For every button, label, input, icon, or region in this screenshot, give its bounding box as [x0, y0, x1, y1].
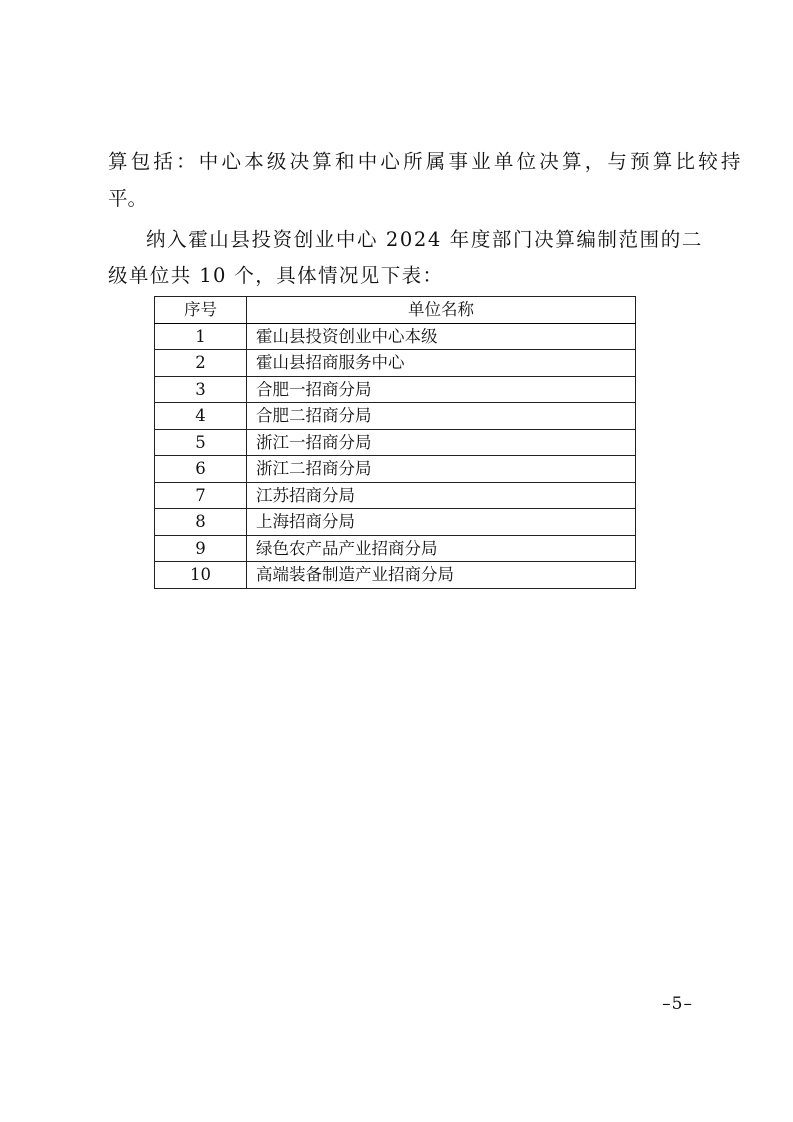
- paragraph-line-1: 算包括：中心本级决算和中心所属事业单位决算，与预算比较持: [108, 150, 744, 173]
- row-serial-number: 6: [155, 456, 247, 483]
- row-unit-name: 上海招商分局: [247, 509, 636, 536]
- row-unit-name: 绿色农产品产业招商分局: [247, 535, 636, 562]
- paragraph-line-3: 纳入霍山县投资创业中心 2024 年度部门决算编制范围的二: [146, 228, 703, 251]
- table-row: [155, 509, 636, 536]
- row-serial-number: 1: [155, 323, 247, 350]
- row-serial-number: 10: [155, 562, 247, 589]
- row-unit-name: 合肥二招商分局: [247, 403, 636, 430]
- page-number: –5–: [662, 994, 693, 1014]
- row-unit-name: 高端装备制造产业招商分局: [247, 562, 636, 589]
- row-serial-number: 4: [155, 403, 247, 430]
- table-row: [155, 323, 636, 350]
- table-row: [155, 456, 636, 483]
- row-serial-number: 8: [155, 509, 247, 536]
- table-row: [155, 403, 636, 430]
- row-serial-number: 5: [155, 429, 247, 456]
- row-unit-name: 浙江二招商分局: [247, 456, 636, 483]
- table-header-row: [155, 297, 636, 324]
- row-serial-number: 3: [155, 376, 247, 403]
- row-serial-number: 9: [155, 535, 247, 562]
- row-unit-name: 霍山县招商服务中心: [247, 350, 636, 377]
- header-unit-name: 单位名称: [247, 297, 636, 324]
- paragraph-line-2: 平。: [108, 187, 148, 210]
- row-serial-number: 2: [155, 350, 247, 377]
- row-unit-name: 江苏招商分局: [247, 482, 636, 509]
- paragraph-line-4: 级单位共 10 个，具体情况见下表：: [108, 264, 444, 287]
- header-serial-number: 序号: [155, 297, 247, 324]
- row-serial-number: 7: [155, 482, 247, 509]
- row-unit-name: 合肥一招商分局: [247, 376, 636, 403]
- table-row: [155, 482, 636, 509]
- table-row: [155, 429, 636, 456]
- table-row: [155, 535, 636, 562]
- row-unit-name: 霍山县投资创业中心本级: [247, 323, 636, 350]
- row-unit-name: 浙江一招商分局: [247, 429, 636, 456]
- table-row: [155, 350, 636, 377]
- table-row: [155, 562, 636, 589]
- table-row: [155, 376, 636, 403]
- units-table: [154, 296, 636, 589]
